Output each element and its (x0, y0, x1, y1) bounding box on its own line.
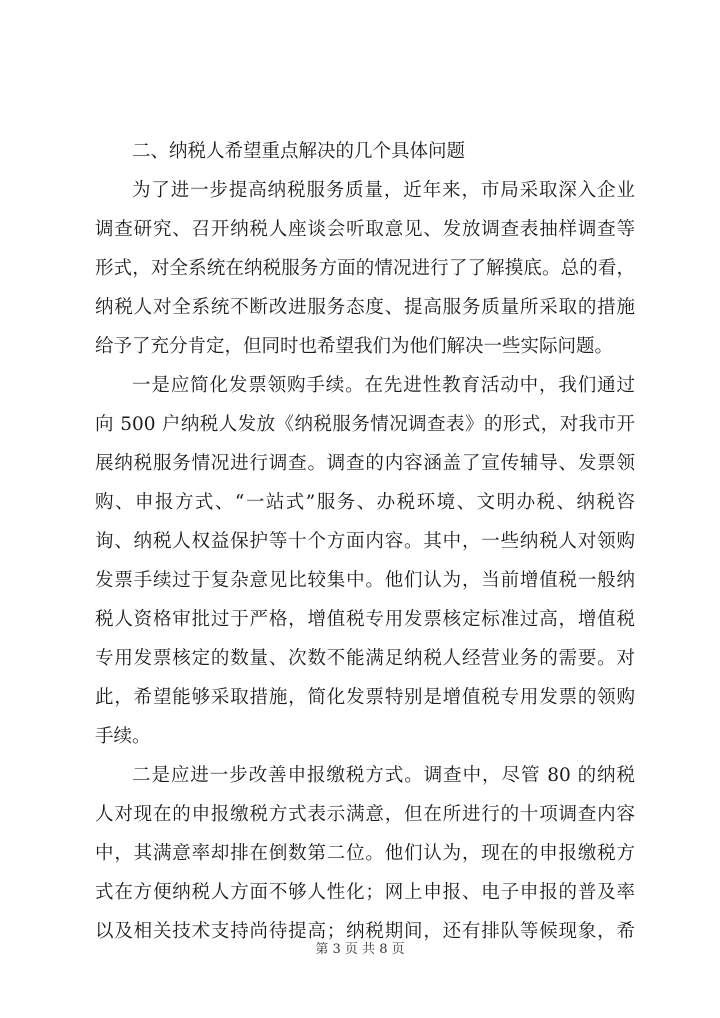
paragraph-line: 式在方便纳税人方面不够人性化；网上申报、电子申报的普及率 (95, 882, 635, 903)
paragraph-line: 给予了充分肯定，但同时也希望我们为他们解决一些实际问题。 (95, 336, 614, 357)
paragraph-line: 二是应进一步改善申报缴税方式。调查中，尽管 80 的纳税 (132, 765, 635, 786)
paragraph-line: 手续。 (95, 726, 151, 747)
paragraph-line: 为了进一步提高纳税服务质量，近年来，市局采取深入企业 (132, 180, 635, 201)
paragraph-line: 税人资格审批过于严格，增值税专用发票核定标准过高，增值税 (95, 609, 635, 630)
paragraph-line: 专用发票核定的数量、次数不能满足纳税人经营业务的需要。对 (95, 648, 635, 669)
page-number-footer: 第 3 页 共 8 页 (315, 942, 405, 957)
paragraph-line: 此，希望能够采取措施，简化发票特别是增值税专用发票的领购 (95, 687, 635, 708)
paragraph-line: 调查研究、召开纳税人座谈会听取意见、发放调查表抽样调查等 (95, 219, 635, 240)
paragraph-line: 人对现在的申报缴税方式表示满意，但在所进行的十项调查内容 (95, 804, 635, 825)
paragraph-line: 以及相关技术支持尚待提高；纳税期间，还有排队等候现象，希 (95, 921, 635, 942)
paragraph-line: 展纳税服务情况进行调查。调查的内容涵盖了宣传辅导、发票领 (95, 453, 635, 474)
paragraph-line: 发票手续过于复杂意见比较集中。他们认为，当前增值税一般纳 (95, 570, 635, 591)
paragraph-line: 向 500 户纳税人发放《纳税服务情况调查表》的形式，对我市开 (95, 414, 635, 435)
paragraph-line: 纳税人对全系统不断改进服务态度、提高服务质量所采取的措施 (95, 297, 635, 318)
paragraph-line: 形式，对全系统在纳税服务方面的情况进行了了解摸底。总的看， (95, 258, 635, 279)
paragraph-line: 购、申报方式、“一站式”服务、办税环境、文明办税、纳税咨 (95, 492, 635, 513)
paragraph-line: 一是应简化发票领购手续。在先进性教育活动中，我们通过 (132, 375, 635, 396)
paragraph-line: 中，其满意率却排在倒数第二位。他们认为，现在的申报缴税方 (95, 843, 635, 864)
paragraph-line: 询、纳税人权益保护等十个方面内容。其中，一些纳税人对领购 (95, 531, 635, 552)
section-heading: 二、纳税人希望重点解决的几个具体问题 (132, 141, 466, 162)
